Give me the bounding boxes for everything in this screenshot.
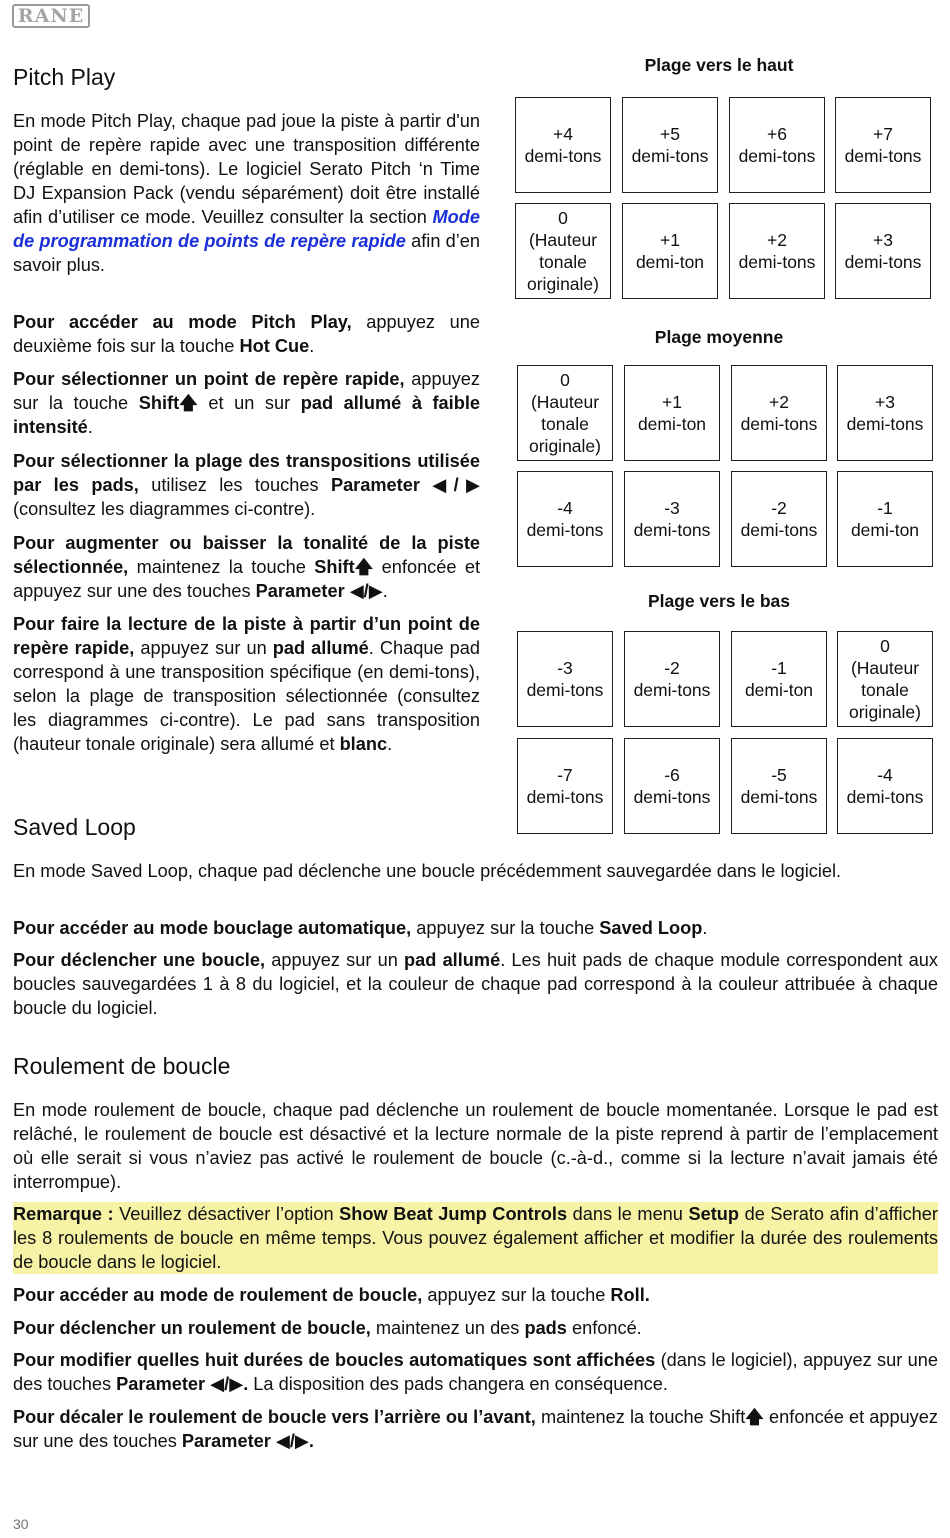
pad-label-line: demi-tons bbox=[846, 414, 924, 434]
pad-label-line: +3 bbox=[873, 230, 893, 250]
pad-group-title: Plage vers le haut bbox=[644, 55, 794, 75]
pitch-play-intro: En mode Pitch Play, chaque pad joue la piste à partir d'un point de repère rapide avec une transposition différente (réglable en demi-tons). Le logiciel Serato Pitch ‘n Time DJ Expansion Pack (vendu séparément) doit être installé afin d’utiliser ce mode. Veuillez consulter la section Mode de programmation de points de repère rapide afin d’en savoir plus. bbox=[13, 111, 480, 275]
pad-label-line: demi-ton bbox=[744, 680, 814, 700]
pad-label-line: +5 bbox=[660, 124, 680, 144]
pad-group-title: Plage moyenne bbox=[654, 327, 784, 347]
pad-label-line: demi-tons bbox=[526, 520, 604, 540]
shift-up-arrow-icon: 🡅 bbox=[354, 557, 374, 577]
pad-label-line: 0 bbox=[880, 636, 890, 656]
saved-loop-access: Pour accéder au mode bouclage automatique, appuyez sur la touche Saved Loop. bbox=[13, 918, 708, 938]
pad-label-line: demi-tons bbox=[631, 146, 709, 166]
pad-cell bbox=[837, 471, 933, 567]
pad-label-line: (Hauteur bbox=[850, 658, 920, 678]
pad-label-line: originale) bbox=[529, 436, 601, 456]
loop-roll-access: Pour accéder au mode de roulement de boucle, appuyez sur la touche Roll. bbox=[13, 1285, 650, 1305]
pad-label-line: +1 bbox=[660, 230, 680, 250]
pad-cell bbox=[515, 97, 611, 193]
pad-cell bbox=[837, 631, 933, 727]
loop-roll-note: Remarque : Veuillez désactiver l’option Show Beat Jump Controls dans le menu Setup de Serato afin d’afficher les 8 roulements de boucle en même temps. Vous pouvez également afficher et modifier la durée des roulements de boucle dans le logiciel. bbox=[13, 1204, 938, 1272]
pad-label-line: demi-tons bbox=[740, 414, 818, 434]
pad-cell bbox=[622, 97, 718, 193]
pad-label-line: 0 bbox=[558, 208, 568, 228]
loop-roll-shift: Pour décaler le roulement de boucle vers l’arrière ou l’avant, maintenez la touche Shift🡅 enfoncée et appuyez sur une des touches Parameter ◀/▶. bbox=[13, 1407, 938, 1451]
pad-cell bbox=[835, 203, 931, 299]
pad-cell bbox=[517, 471, 613, 567]
pitch-play-select-cue: Pour sélectionner un point de repère rapide, appuyez sur la touche Shift🡅 et un sur pad allumé à faible intensité. bbox=[13, 369, 480, 437]
pad-cell bbox=[731, 631, 827, 727]
pad-label-line: (Hauteur bbox=[530, 392, 600, 412]
pitch-play-select-range: Pour sélectionner la plage des transpositions utilisée par les pads, utilisez les touches Parameter ◀/▶ (consultez les diagrammes ci-contre). bbox=[13, 451, 480, 519]
pad-label-line: demi-tons bbox=[740, 520, 818, 540]
pad-cell bbox=[515, 203, 611, 299]
pad-label-line: demi-tons bbox=[844, 252, 922, 272]
pad-cell bbox=[517, 738, 613, 834]
pad-label-line: demi-tons bbox=[738, 252, 816, 272]
pad-label-line: demi-tons bbox=[633, 520, 711, 540]
shift-up-arrow-icon: 🡅 bbox=[179, 393, 198, 413]
pad-label-line: (Hauteur bbox=[528, 230, 598, 250]
pad-label-line: -7 bbox=[557, 765, 573, 785]
pad-label-line: demi-tons bbox=[846, 787, 924, 807]
pad-label-line: tonale bbox=[541, 414, 589, 434]
pad-cell bbox=[517, 365, 613, 461]
page-number: 30 bbox=[13, 1516, 29, 1532]
pad-label-line: -3 bbox=[664, 498, 680, 518]
rane-logo: RANE bbox=[12, 4, 90, 28]
pitch-play-change-key: Pour augmenter ou baisser la tonalité de la piste sélectionnée, maintenez la touche Shift🡅 enfoncée et appuyez sur une des touches Parameter ◀/▶. bbox=[13, 533, 480, 601]
pad-cell bbox=[624, 631, 720, 727]
loop-roll-heading: Roulement de boucle bbox=[13, 1053, 231, 1079]
pad-label-line: +7 bbox=[873, 124, 893, 144]
pad-label-line: -2 bbox=[664, 658, 680, 678]
pad-label-line: demi-tons bbox=[526, 787, 604, 807]
pad-cell bbox=[624, 738, 720, 834]
pad-label-line: -1 bbox=[877, 498, 893, 518]
pad-cell bbox=[837, 738, 933, 834]
pad-label-line: +2 bbox=[767, 230, 787, 250]
pitch-play-playback: Pour faire la lecture de la piste à partir d’un point de repère rapide, appuyez sur un pad allumé. Chaque pad correspond à une transposition spécifique (en demi-tons), selon la plage de transposition sélectionnée (consultez les diagrammes ci-contre). Le pad sans transposition (hauteur tonale originale) sera allumé et blanc. bbox=[13, 614, 480, 754]
pad-cell bbox=[622, 203, 718, 299]
pad-label-line: -6 bbox=[664, 765, 680, 785]
pad-label-line: +2 bbox=[769, 392, 789, 412]
pad-label-line: demi-tons bbox=[740, 787, 818, 807]
pad-label-line: demi-tons bbox=[526, 680, 604, 700]
pad-cell bbox=[837, 365, 933, 461]
pad-label-line: -2 bbox=[771, 498, 787, 518]
loop-roll-durations: Pour modifier quelles huit durées de boucles automatiques sont affichées (dans le logiciel), appuyez sur une des touches Parameter ◀/▶. La disposition des pads changera en conséquence. bbox=[13, 1350, 938, 1394]
pad-cell bbox=[624, 471, 720, 567]
pad-label-line: demi-tons bbox=[633, 680, 711, 700]
pad-label-line: +1 bbox=[662, 392, 682, 412]
pad-label-line: +4 bbox=[553, 124, 573, 144]
pad-label-line: demi-ton bbox=[850, 520, 920, 540]
pad-label-line: originale) bbox=[527, 274, 599, 294]
pad-label-line: demi-tons bbox=[524, 146, 602, 166]
saved-loop-trigger: Pour déclencher une boucle, appuyez sur un pad allumé. Les huit pads de chaque module correspondent aux boucles sauvegardées 1 à 8 du logiciel, et la couleur de chaque pad correspond à la couleur attribuée à chaque boucle du logiciel. bbox=[13, 950, 938, 1018]
pad-label-line: demi-tons bbox=[738, 146, 816, 166]
pad-cell bbox=[731, 471, 827, 567]
pad-label-line: demi-ton bbox=[637, 414, 707, 434]
loop-roll-trigger: Pour déclencher un roulement de boucle, maintenez un des pads enfoncé. bbox=[13, 1318, 642, 1338]
pad-group-title: Plage vers le bas bbox=[647, 591, 791, 611]
saved-loop-heading: Saved Loop bbox=[13, 814, 136, 840]
pad-label-line: originale) bbox=[849, 702, 921, 722]
pitch-play-access: Pour accéder au mode Pitch Play, appuyez une deuxième fois sur la touche Hot Cue. bbox=[13, 312, 480, 356]
pad-cell bbox=[517, 631, 613, 727]
shift-up-arrow-icon: 🡅 bbox=[745, 1407, 764, 1427]
pad-label-line: demi-ton bbox=[635, 252, 705, 272]
pad-label-line: -3 bbox=[557, 658, 573, 678]
pad-cell bbox=[731, 365, 827, 461]
pad-label-line: tonale bbox=[539, 252, 587, 272]
pitch-play-heading: Pitch Play bbox=[13, 64, 116, 90]
pad-cell bbox=[729, 97, 825, 193]
loop-roll-intro: En mode roulement de boucle, chaque pad déclenche un roulement de boucle momentanée. Lorsque le pad est relâché, le roulement de boucle est désactivé et la lecture normale de la piste reprend à partir de l’emplacement où elle serait si vous n’aviez pas activé le roulement de boucle (c.-à-d., comme si la lecture n’avait jamais été interrompue). bbox=[13, 1100, 938, 1192]
saved-loop-intro: En mode Saved Loop, chaque pad déclenche une boucle précédemment sauvegardée dans le logiciel. bbox=[13, 861, 842, 881]
pad-label-line: +6 bbox=[767, 124, 787, 144]
quick-cue-mode-link[interactable]: Mode de programmation de points de repère rapide bbox=[13, 207, 480, 251]
pad-label-line: +3 bbox=[875, 392, 895, 412]
pad-label-line: -5 bbox=[771, 765, 787, 785]
pad-label-line: -4 bbox=[557, 498, 573, 518]
pad-cell bbox=[624, 365, 720, 461]
pad-cell bbox=[731, 738, 827, 834]
pad-label-line: -4 bbox=[877, 765, 893, 785]
pad-cell bbox=[835, 97, 931, 193]
pad-label-line: 0 bbox=[560, 370, 570, 390]
pad-label-line: tonale bbox=[861, 680, 909, 700]
pad-label-line: demi-tons bbox=[633, 787, 711, 807]
pad-label-line: -1 bbox=[771, 658, 787, 678]
pad-label-line: demi-tons bbox=[844, 146, 922, 166]
pad-cell bbox=[729, 203, 825, 299]
